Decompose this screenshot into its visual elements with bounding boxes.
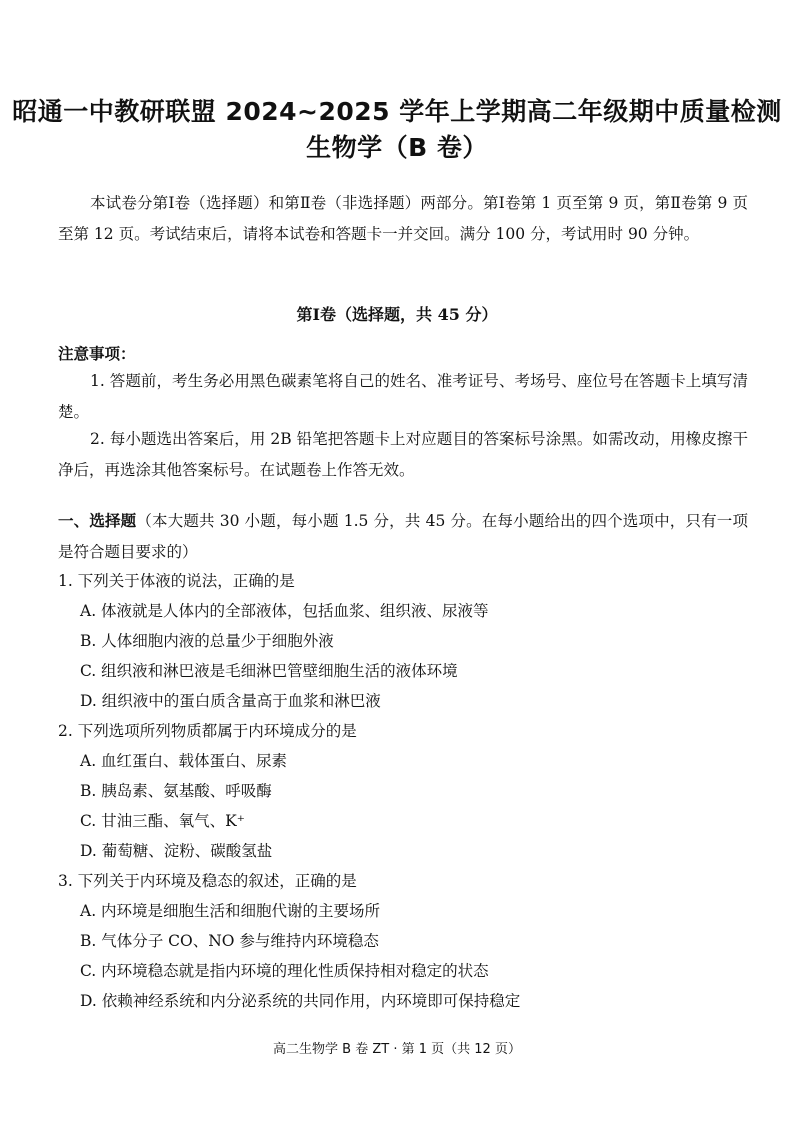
section1-instruction: （本大题共 30 小题，每小题 1.5 分，共 45 分。在每小题给出的四个选项中，只有一项是符合题目要求的）	[58, 512, 748, 561]
notice-label: 注意事项：	[58, 345, 136, 363]
section1-header	[58, 506, 748, 568]
option-c: C. 内环境稳态就是指内环境的理化性质保持相对稳定的状态	[80, 962, 489, 980]
part1-title: 第Ⅰ卷（选择题，共 45 分）	[296, 305, 498, 324]
option-b: B. 气体分子 CO、NO 参与维持内环境稳态	[80, 932, 379, 950]
exam-title: 昭通一中教研联盟 2024~2025 学年上学期高二年级期中质量检测	[12, 97, 782, 126]
option-b: B. 人体细胞内液的总量少于细胞外液	[80, 632, 334, 650]
option-d: D. 依赖神经系统和内分泌系统的共同作用，内环境即可保持稳定	[80, 992, 521, 1010]
option-c: C. 组织液和淋巴液是毛细淋巴管壁细胞生活的液体环境	[80, 662, 458, 680]
option-d: D. 葡萄糖、淀粉、碳酸氢盐	[80, 842, 273, 860]
notice-item: 2. 每小题选出答案后，用 2B 铅笔把答题卡上对应题目的答案标号涂黑。如需改动，用橡皮擦干净后，再选涂其他答案标号。在试题卷上作答无效。	[58, 430, 748, 479]
exam-subtitle: 生物学（B 卷）	[306, 133, 488, 162]
option-a: A. 血红蛋白、载体蛋白、尿素	[80, 752, 288, 770]
option-d: D. 组织液中的蛋白质含量高于血浆和淋巴液	[80, 692, 381, 710]
question-stem: 2. 下列选项所列物质都属于内环境成分的是	[58, 722, 357, 740]
option-b: B. 胰岛素、氨基酸、呼吸酶	[80, 782, 272, 800]
notice-item: 1. 答题前，考生务必用黑色碳素笔将自己的姓名、准考证号、考场号、座位号在答题卡上填写清楚。	[58, 372, 748, 421]
question-3	[58, 866, 758, 1016]
section1-label: 一、选择题	[58, 512, 137, 530]
question-2	[58, 716, 758, 866]
question-stem: 1. 下列关于体液的说法，正确的是	[58, 572, 295, 590]
question-1	[58, 566, 758, 716]
option-a: A. 内环境是细胞生活和细胞代谢的主要场所	[80, 902, 381, 920]
option-c: C. 甘油三酯、氧气、K⁺	[80, 812, 245, 830]
question-stem: 3. 下列关于内环境及稳态的叙述，正确的是	[58, 872, 357, 890]
option-a: A. 体液就是人体内的全部液体，包括血浆、组织液、尿液等	[80, 602, 489, 620]
page-footer: 高二生物学 B 卷 ZT · 第 1 页（共 12 页）	[273, 1042, 521, 1057]
intro-paragraph: 本试卷分第Ⅰ卷（选择题）和第Ⅱ卷（非选择题）两部分。第Ⅰ卷第 1 页至第 9 页，第Ⅱ卷第 9 页至第 12 页。考试结束后，请将本试卷和答题卡一并交回。满分 100 分，考试用时 90 分钟。	[58, 194, 748, 243]
